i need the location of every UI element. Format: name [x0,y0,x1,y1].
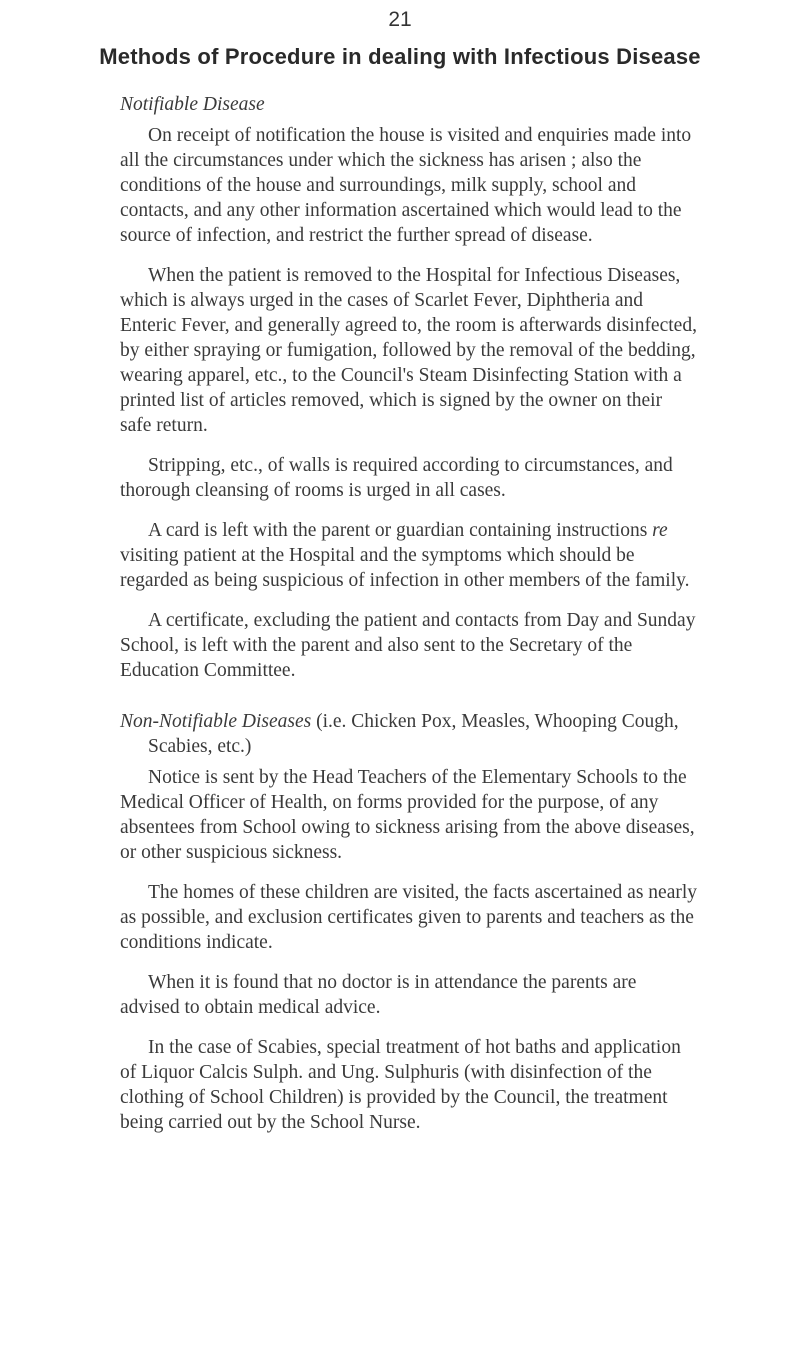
paragraph-card-text-2: visiting patient at the Hospital and the symptoms which should be regarded as being suspicious of infection in other members of the family. [120,545,690,591]
section-heading-notifiable: Notifiable Disease [120,94,265,115]
paragraph-card-re: re [652,520,668,541]
paragraph-notice: Notice is sent by the Head Teachers of the Elementary Schools to the Medical Officer of Health, on forms provided for the purpose, of any absentees from School owing to sickness arising from the above diseases, or other suspicious sickness. [120,767,695,863]
paragraph-card [120,518,698,593]
paragraph-removal: When the patient is removed to the Hospital for Infectious Diseases, which is always urged in the cases of Scarlet Fever, Diphtheria and Enteric Fever, and generally agreed to, the room is afterwards disinfected, by either spraying or fumigation, followed by the removal of the bedding, wearing apparel, etc., to the Council's Steam Disinfecting Station with a printed list of articles removed, which is signed by the owner on their safe return. [120,265,697,436]
section-heading-non-notifiable-title: Non-Notifiable Diseases [120,711,312,732]
page-number: 21 [388,8,412,31]
document-body [120,92,698,1150]
running-title: Methods of Procedure in dealing with Infectious Disease [99,44,701,69]
paragraph-stripping: Stripping, etc., of walls is required according to circumstances, and thorough cleansing of rooms is urged in all cases. [120,455,673,501]
paragraph-homes: The homes of these children are visited, the facts ascertained as nearly as possible, and exclusion certificates given to parents and teachers as the conditions indicate. [120,882,698,953]
paragraph-card-text-1: A card is left with the parent or guardian containing instructions [148,520,653,541]
paragraph-certificate: A certificate, excluding the patient and contacts from Day and Sunday School, is left with the parent and also sent to the Secretary of the Education Committee. [120,610,696,681]
paragraph-doctor: When it is found that no doctor is in attendance the parents are advised to obtain medical advice. [120,972,637,1018]
paragraph-scabies: In the case of Scabies, special treatment of hot baths and application of Liquor Calcis Sulph. and Ung. Sulphuris (with disinfection of the clothing of School Children) is provided by the Council, the treatment being carried out by the School Nurse. [120,1037,681,1133]
section-heading-non-notifiable-list: (i.e. Chicken Pox, Measles, Whooping Cough, Scabies, etc.) [148,711,679,757]
section-heading-non-notifiable [120,709,698,759]
paragraph-receipt: On receipt of notification the house is visited and enquiries made into all the circumstances under which the sickness has arisen ; also the conditions of the house and surroundings, milk supply, school and contacts, and any other information ascertained which would lead to the source of infection, and restrict the further spread of disease. [120,125,692,246]
